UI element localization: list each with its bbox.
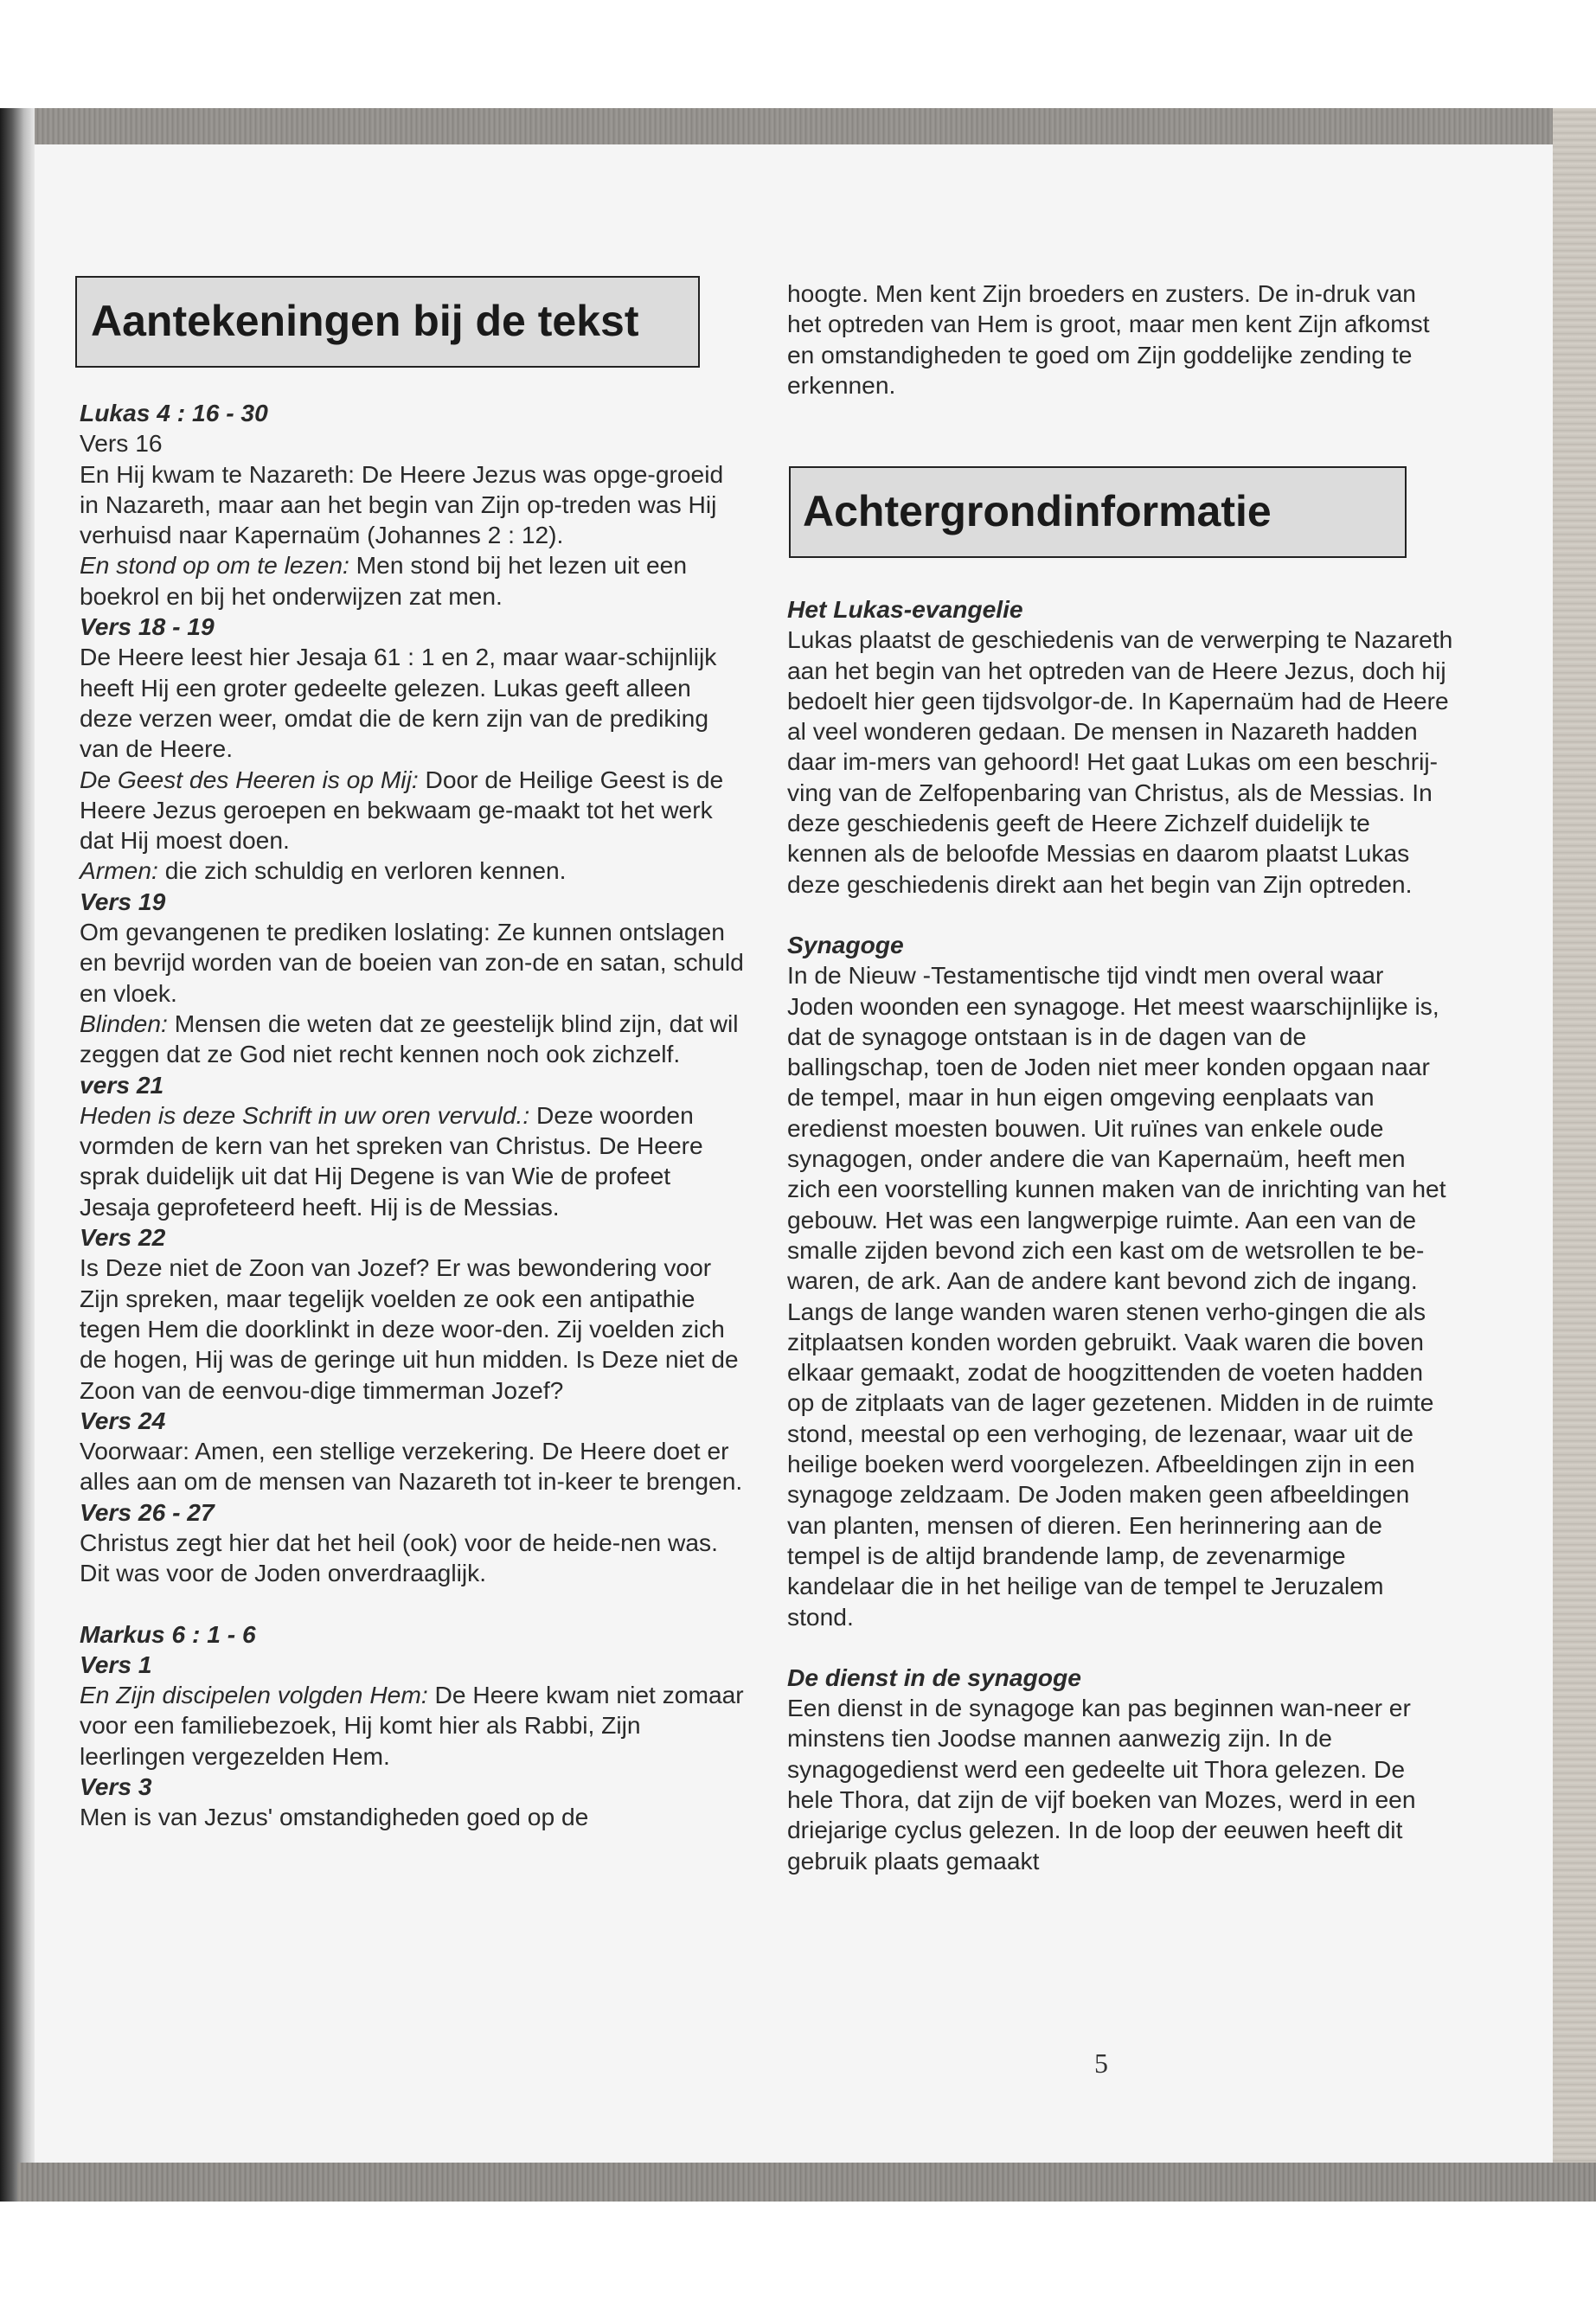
note-paragraph	[80, 1009, 746, 1070]
section-heading: Het Lukas-evangelie	[787, 595, 1023, 623]
note-text: die zich schuldig en verloren kennen.	[157, 856, 567, 885]
note-paragraph: Men is van Jezus' omstandigheden goed op de	[80, 1803, 589, 1831]
left-column	[80, 398, 746, 1833]
note-paragraph: En Hij kwam te Nazareth: De Heere Jezus was opge-groeid in Nazareth, maar aan het begin van Zijn op-treden was Hij verhuisd naar Kapernaüm (Johannes 2 : 12).	[80, 459, 724, 549]
note-lead: Blinden:	[80, 1009, 168, 1037]
note-paragraph	[80, 550, 746, 612]
spacer	[80, 1589, 746, 1619]
spacer	[787, 1632, 1453, 1663]
note-paragraph: Christus zegt hier dat het heil (ook) voor de heide-nen was. Dit was voor de Joden onverdraaglijk.	[80, 1528, 718, 1587]
verse-heading: Vers 26 - 27	[80, 1497, 215, 1526]
section-heading: Synagoge	[787, 930, 904, 958]
verse-label: Vers 16	[80, 429, 163, 458]
note-paragraph	[80, 765, 746, 856]
spacer	[787, 900, 1453, 930]
note-lead: Heden is deze Schrift in uw oren vervuld.:	[80, 1100, 530, 1129]
book-edge-top	[17, 108, 1592, 144]
verse-heading: vers 21	[80, 1070, 164, 1099]
verse-heading: Vers 24	[80, 1406, 166, 1434]
section-paragraph: Een dienst in de synagoge kan pas beginnen wan-neer er minstens tien Joodse mannen aanwezig zijn. In de synagogedienst werd een gedeelte uit Thora gelezen. De hele Thora, dat zijn de vijf boeken van Mozes, werd in een driejarige cyclus gelezen. In de loop der eeuwen heeft dit gebruik plaats gemaakt	[787, 1694, 1416, 1875]
note-paragraph: Voorwaar: Amen, een stellige verzekering. De Heere doet er alles aan om de mensen van Nazareth tot in-keer te brengen.	[80, 1437, 743, 1496]
note-text: Deze woorden vormden de kern van het spreken van Christus. De Heere sprak duidelijk uit dat Hij Degene is van Wie de profeet Jesaja geprofeteerd heeft. Hij is de Messias.	[80, 1100, 703, 1221]
note-lead: En Zijn discipelen volgden Hem:	[80, 1681, 428, 1709]
background-sections	[787, 594, 1453, 1876]
note-paragraph: Om gevangenen te prediken loslating: Ze kunnen ontslagen en bevrijd worden van de boeien van zon-de en satan, schuld en vloek.	[80, 918, 744, 1007]
passage-heading: Lukas 4 : 16 - 30	[80, 399, 268, 426]
passage-heading: Markus 6 : 1 - 6	[80, 1619, 256, 1648]
note-text: Men stond bij het lezen uit een boekrol en bij het onderwijzen zat men.	[80, 551, 688, 610]
verse-heading: Vers 19	[80, 887, 166, 915]
book-page	[35, 144, 1553, 2163]
note-text: Mensen die weten dat ze geestelijk blind zijn, dat wil zeggen dat ze God niet recht kennen noch ook zichzelf.	[80, 1009, 739, 1068]
note-paragraph	[80, 1680, 746, 1772]
scan-background-top	[0, 0, 1596, 108]
note-paragraph	[80, 1100, 746, 1222]
verse-heading: Vers 22	[80, 1223, 166, 1252]
section-paragraph: Lukas plaatst de geschiedenis van de verwerping te Nazareth aan het begin van het optreden van de Heere Jezus, doch hij bedoelt hier geen tijdsvolgor-de. In Kapernaüm had de Heere al veel wonderen gedaan. De mensen in Nazareth hadden daar im-mers van gehoord! Het gaat Lukas om een beschrij-ving van de Zelfopenbaring van Christus, als de Messias. In deze geschiedenis geeft de Heere Zichzelf duidelijk te kennen als de beloofde Messias en daarom plaatst Lukas deze geschiedenis direkt aan het begin van Zijn optreden.	[787, 625, 1453, 898]
note-paragraph: Is Deze niet de Zoon van Jozef? Er was bewondering voor Zijn spreken, maar tegelijk voelden ze ook een antipathie tegen Hem die doorklinkt in deze woor-den. Zij voelden zich de hogen, Hij was de geringe uit hun midden. Is Deze niet de Zoon van de eenvou-dige timmerman Jozef?	[80, 1253, 739, 1404]
book-page-edges-right	[1553, 108, 1596, 2202]
section-title-achtergrondinformatie: Achtergrondinformatie	[789, 466, 1407, 558]
scan-background-bottom	[0, 2202, 1596, 2301]
note-text: Door de Heilige Geest is de Heere Jezus geroepen en bekwaam ge-maakt tot het werk dat Hij moest doen.	[80, 765, 724, 855]
continued-paragraph: hoogte. Men kent Zijn broeders en zusters. De in-druk van het optreden van Hem is groot, maar men kent Zijn afkomst en omstandigheden te goed om Zijn goddelijke zending te erkennen.	[787, 279, 1430, 399]
verse-heading: Vers 18 - 19	[80, 612, 215, 641]
section-heading: De dienst in de synagoge	[787, 1663, 1081, 1691]
book-edge-bottom	[17, 2163, 1596, 2202]
section-title-aantekeningen: Aantekeningen bij de tekst	[75, 276, 700, 368]
note-lead: Armen:	[80, 856, 158, 885]
verse-heading: Vers 1	[80, 1650, 152, 1678]
note-text: De Heere kwam niet zomaar voor een familiebezoek, Hij komt hier als Rabbi, Zijn leerlingen vergezelden Hem.	[80, 1681, 744, 1770]
note-lead: En stond op om te lezen:	[80, 551, 349, 580]
verse-heading: Vers 3	[80, 1772, 152, 1801]
note-paragraph: De Heere leest hier Jesaja 61 : 1 en 2, maar waar-schijnlijk heeft Hij een groter gedeelte gelezen. Lukas geeft alleen deze verzen weer, omdat die de kern zijn van de prediking van de Heere.	[80, 643, 717, 763]
note-lead: De Geest des Heeren is op Mij:	[80, 765, 419, 793]
right-column	[787, 279, 1453, 401]
book-spine-edge	[0, 108, 35, 2202]
note-paragraph	[80, 856, 746, 886]
page-number: 5	[1094, 2048, 1108, 2079]
section-paragraph: In de Nieuw -Testamentische tijd vindt men overal waar Joden woonden een synagoge. Het meest waarschijnlijke is, dat de synagoge ontstaan is in de dagen van de ballingschap, toen de Joden niet meer konden opgaan naar de tempel, maar in hun eigen omgeving eenplaats van eredienst moesten bouwen. Uit ruïnes van enkele oude synagogen, onder andere die van Kapernaüm, heeft men zich een voorstelling kunnen maken van de inrichting van het gebouw. Het was een langwerpige ruimte. Aan een van de smalle zijden bevond zich een kast om de wetsrollen te be-waren, de ark. Aan de andere kant bevond zich de ingang. Langs de lange wanden waren stenen verho-gingen die als zitplaatsen konden worden gebruikt. Vaak waren die boven elkaar gemaakt, zodat de hoogzittenden de voeten hadden op de zitplaats van de lager gezetenen. Midden in de ruimte stond, meestal op een verhoging, de lezenaar, waar uit de heilige boeken werd voorgelezen. Afbeeldingen zijn in een synagoge zeldzaam. De Joden maken geen afbeeldingen van planten, mensen of dieren. Een herinnering aan de tempel is de altijd brandende lamp, de zevenarmige kandelaar die in het heilige van de tempel te Jeruzalem stond.	[787, 961, 1446, 1631]
